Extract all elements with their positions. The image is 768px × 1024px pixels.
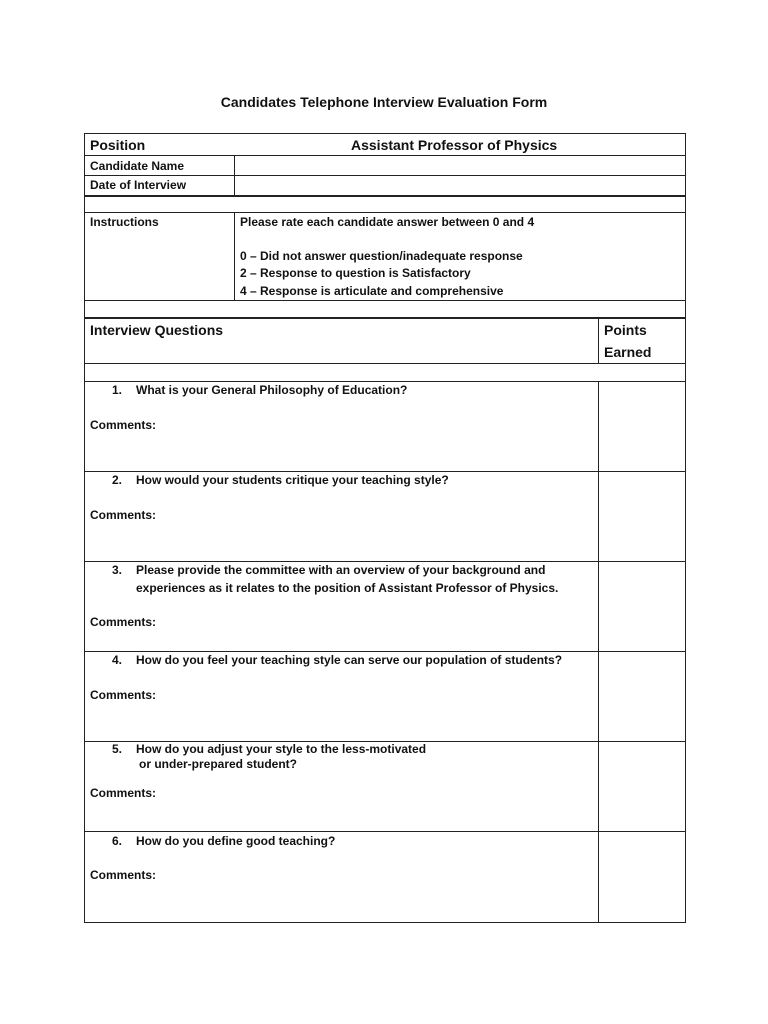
interview-questions-heading: Interview Questions <box>90 322 224 338</box>
question-1-points-field[interactable] <box>600 382 684 470</box>
question-4 <box>112 651 562 669</box>
question-5-number: 5. <box>112 742 123 756</box>
instructions-label: Instructions <box>90 215 159 229</box>
question-3-points-field[interactable] <box>600 562 684 650</box>
question-6-text: How do you define good teaching? <box>136 834 336 848</box>
question-3-comments-label: Comments: <box>90 615 157 629</box>
question-2-comments-label: Comments: <box>90 508 157 522</box>
rating-scale-4: 4 – Response is articulate and comprehensive <box>240 284 504 298</box>
question-5-continued <box>139 755 297 773</box>
question-6-points-field[interactable] <box>600 832 684 922</box>
position-value: Assistant Professor of Physics <box>351 137 558 153</box>
question-1-number: 1. <box>112 383 123 397</box>
question-1-text: What is your General Philosophy of Education? <box>136 383 408 397</box>
question-3-number: 3. <box>112 563 123 577</box>
question-5-comments-label: Comments: <box>90 786 157 800</box>
question-3 <box>112 561 545 579</box>
question-6 <box>112 832 335 850</box>
question-4-text: How do you feel your teaching style can serve our population of students? <box>136 653 563 667</box>
question-2-number: 2. <box>112 473 123 487</box>
question-5-text-line1: How do you adjust your style to the less-motivated <box>136 742 427 756</box>
date-of-interview-label: Date of Interview <box>90 178 187 192</box>
question-4-points-field[interactable] <box>600 652 684 740</box>
question-4-number: 4. <box>112 653 123 667</box>
question-3-text-line2: experiences as it relates to the position of Assistant Professor of Physics. <box>136 581 559 595</box>
question-2-text: How would your students critique your teaching style? <box>136 473 449 487</box>
rating-scale-0: 0 – Did not answer question/inadequate response <box>240 249 523 263</box>
date-of-interview-field[interactable] <box>236 176 684 195</box>
form-title: Candidates Telephone Interview Evaluation Form <box>220 94 548 110</box>
question-1-comments-label: Comments: <box>90 418 157 432</box>
question-4-comments-label: Comments: <box>90 688 157 702</box>
question-3-text-line1: Please provide the committee with an overview of your background and <box>136 563 546 577</box>
rating-scale-2: 2 – Response to question is Satisfactory <box>240 266 471 280</box>
question-6-number: 6. <box>112 834 123 848</box>
instructions-intro: Please rate each candidate answer between 0 and 4 <box>240 215 535 229</box>
question-2 <box>112 471 449 489</box>
position-label: Position <box>90 137 146 153</box>
question-2-points-field[interactable] <box>600 472 684 560</box>
points-earned-heading-line1: Points <box>604 322 647 338</box>
candidate-name-field[interactable] <box>236 156 684 175</box>
question-3-continued <box>136 579 558 597</box>
points-earned-heading-line2: Earned <box>604 344 652 360</box>
question-1 <box>112 381 407 399</box>
question-6-comments-label: Comments: <box>90 868 157 882</box>
question-5-text-line2: or under-prepared student? <box>139 757 298 771</box>
question-5-points-field[interactable] <box>600 742 684 830</box>
candidate-name-label: Candidate Name <box>90 159 185 173</box>
